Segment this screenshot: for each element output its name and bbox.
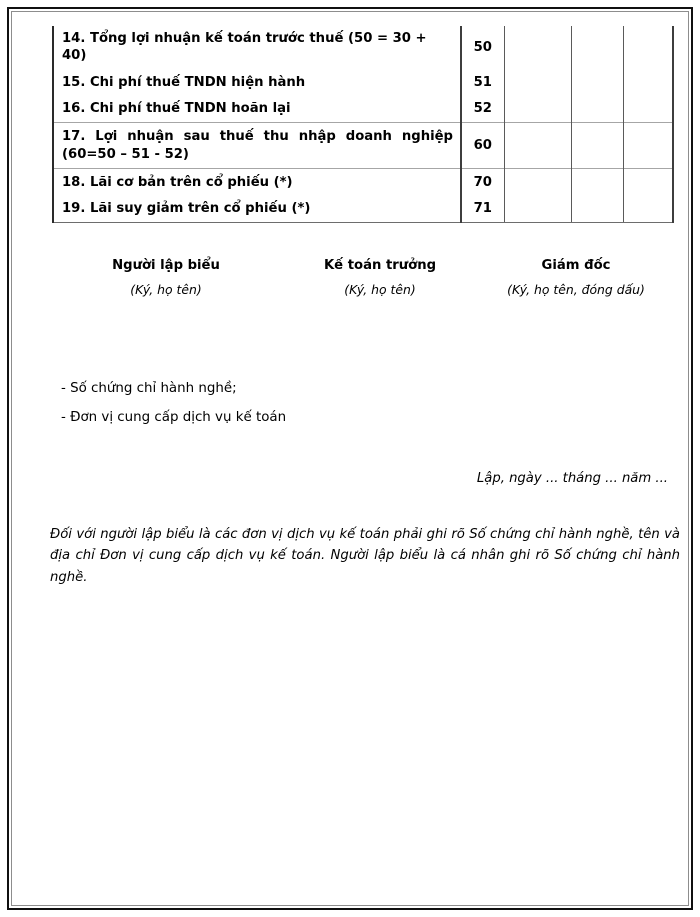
row-note-value[interactable] — [504, 196, 571, 223]
row-indicator-label: 16. Chi phí thuế TNDN hoãn lại — [53, 96, 461, 123]
signature-title: Kế toán trưởng — [323, 258, 437, 273]
notes-list — [61, 380, 561, 439]
row-prior-year-value[interactable] — [623, 26, 673, 69]
row-note-value[interactable] — [504, 96, 571, 123]
signature-block — [52, 258, 672, 297]
table-row — [53, 123, 673, 169]
row-code: 52 — [461, 96, 504, 123]
table-row — [53, 96, 673, 123]
row-current-year-value[interactable] — [571, 123, 623, 169]
signature-title: Giám đốc — [541, 258, 611, 273]
row-current-year-value[interactable] — [571, 69, 623, 96]
signature-column-chief-accountant — [280, 258, 480, 297]
row-note-value[interactable] — [504, 169, 571, 196]
signature-subtitle: (Ký, họ tên) — [130, 281, 202, 297]
signature-subtitle: (Ký, họ tên, đóng dấu) — [507, 281, 645, 297]
row-indicator-label: 14. Tổng lợi nhuận kế toán trước thuế (50 = 30 + 40) — [53, 26, 461, 69]
row-code: 70 — [461, 169, 504, 196]
row-indicator-label: 15. Chi phí thuế TNDN hiện hành — [53, 69, 461, 96]
row-code: 51 — [461, 69, 504, 96]
row-prior-year-value[interactable] — [623, 169, 673, 196]
row-note-value[interactable] — [504, 26, 571, 69]
row-note-value[interactable] — [504, 123, 571, 169]
signature-column-preparer — [52, 258, 280, 297]
row-prior-year-value[interactable] — [623, 69, 673, 96]
row-indicator-label: 18. Lãi cơ bản trên cổ phiếu (*) — [53, 169, 461, 196]
table-row — [53, 169, 673, 196]
row-code: 60 — [461, 123, 504, 169]
row-code: 71 — [461, 196, 504, 223]
row-current-year-value[interactable] — [571, 196, 623, 223]
note-line-certificate-number: - Số chứng chỉ hành nghề; — [61, 381, 237, 396]
signature-subtitle: (Ký, họ tên) — [344, 281, 416, 297]
row-indicator-label: 19. Lãi suy giảm trên cổ phiếu (*) — [53, 196, 461, 223]
row-current-year-value[interactable] — [571, 169, 623, 196]
table-row — [53, 26, 673, 69]
row-prior-year-value[interactable] — [623, 123, 673, 169]
note-line-service-provider: - Đơn vị cung cấp dịch vụ kế toán — [61, 410, 287, 426]
row-current-year-value[interactable] — [571, 96, 623, 123]
table-row — [53, 69, 673, 96]
row-code: 50 — [461, 26, 504, 69]
row-indicator-label: 17. Lợi nhuận sau thuế thu nhập doanh nghiệp (60=50 – 51 - 52) — [53, 123, 461, 169]
footnote-paragraph: Đối với người lập biểu là các đơn vị dịch vụ kế toán phải ghi rõ Số chứng chỉ hành nghề, tên và địa chỉ Đơn vị cung cấp dịch vụ kế toán. Người lập biểu là cá nhân ghi rõ Số chứng chỉ hành nghề. — [50, 527, 680, 585]
table-row — [53, 196, 673, 223]
row-prior-year-value[interactable] — [623, 196, 673, 223]
row-current-year-value[interactable] — [571, 26, 623, 69]
financial-table-container — [52, 26, 672, 223]
signature-title: Người lập biểu — [112, 258, 220, 273]
row-note-value[interactable] — [504, 69, 571, 96]
signature-column-director — [480, 258, 672, 297]
financial-indicators-table — [52, 26, 674, 223]
date-line: Lập, ngày ... tháng ... năm ... — [476, 471, 668, 486]
row-prior-year-value[interactable] — [623, 96, 673, 123]
